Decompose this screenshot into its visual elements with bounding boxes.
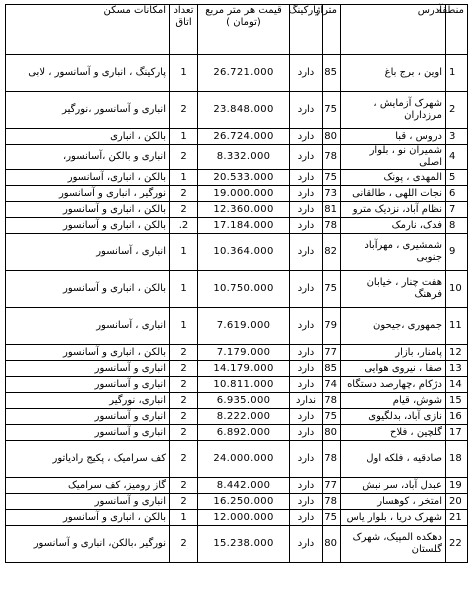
row-meter: 74 [323,377,341,393]
row-meter: 78 [323,393,341,409]
row-meter: 80 [323,526,341,563]
row-address: صادقیه ، فلکه اول [341,441,446,478]
table-row [6,55,468,92]
row-region: 8 [446,218,468,234]
row-rooms: 2 [170,377,198,393]
row-parking: دارد [290,202,323,218]
row-address: نجات اللهی ، طالقانی [341,186,446,202]
row-region: 22 [446,526,468,563]
row-region: 12 [446,345,468,361]
row-region: 21 [446,510,468,526]
row-rooms: 2 [170,425,198,441]
row-region: 16 [446,409,468,425]
row-rooms: 2 [170,409,198,425]
row-address: هفت چنار ، خیابان فرهنگ [341,271,446,308]
row-address: پامنار، بازار [341,345,446,361]
row-amenities: انباری و آسانسور [6,425,170,441]
row-parking: دارد [290,271,323,308]
row-price: 20.533.000 [198,170,290,186]
table-row [6,186,468,202]
row-address: فدک، نارمک [341,218,446,234]
row-amenities: انباری و آسانسور ،نورگیر [6,92,170,129]
row-meter: 75 [323,271,341,308]
row-address: نظام آباد، نزدیک مترو [341,202,446,218]
row-region: 10 [446,271,468,308]
row-meter: 85 [323,361,341,377]
row-parking: دارد [290,478,323,494]
row-region: 1 [446,55,468,92]
row-rooms: 2. [170,218,198,234]
row-parking: ندارد [290,393,323,409]
row-rooms: 1 [170,271,198,308]
table-row [6,425,468,441]
header-row [6,5,468,55]
table-row [6,218,468,234]
header-amenities: امکانات مسکن [6,5,170,55]
row-meter: 78 [323,218,341,234]
row-parking: دارد [290,234,323,271]
row-rooms: 1 [170,170,198,186]
row-rooms: 1 [170,55,198,92]
row-region: 17 [446,425,468,441]
header-meter: متراژ [323,5,341,55]
row-address: دروس ، قبا [341,129,446,145]
row-price: 8.332.000 [198,145,290,170]
row-price: 6.892.000 [198,425,290,441]
row-price: 14.179.000 [198,361,290,377]
row-amenities: نورگیر ،بالکن، انباری و آسانسور [6,526,170,563]
row-rooms: 1 [170,129,198,145]
row-region: 19 [446,478,468,494]
row-meter: 81 [323,202,341,218]
row-rooms: 1 [170,510,198,526]
header-parking: پارکینگ [290,5,323,55]
row-address: عبدل آباد، سر نبش [341,478,446,494]
table-row [6,510,468,526]
row-parking: دارد [290,361,323,377]
row-price: 8.222.000 [198,409,290,425]
row-region: 4 [446,145,468,170]
row-address: المهدی ، پونک [341,170,446,186]
row-rooms: 1 [170,308,198,345]
row-parking: دارد [290,526,323,563]
row-address: امتخر ، کوهسار [341,494,446,510]
table-row [6,271,468,308]
row-region: 15 [446,393,468,409]
row-address: گلچین ، فلاح [341,425,446,441]
row-region: 11 [446,308,468,345]
table-row [6,441,468,478]
row-parking: دارد [290,494,323,510]
row-price: 17.184.000 [198,218,290,234]
row-amenities: انباری و بالکن ،آسانسور، [6,145,170,170]
row-rooms: 2 [170,361,198,377]
row-meter: 77 [323,345,341,361]
row-region: 13 [446,361,468,377]
row-amenities: پارکینگ ، انباری و آسانسور ، لابی [6,55,170,92]
row-amenities: بالکن ، انباری و آسانسور [6,510,170,526]
row-region: 6 [446,186,468,202]
row-region: 5 [446,170,468,186]
row-rooms: 2 [170,92,198,129]
row-parking: دارد [290,129,323,145]
row-rooms: 1 [170,234,198,271]
row-region: 14 [446,377,468,393]
row-parking: دارد [290,218,323,234]
row-parking: دارد [290,145,323,170]
table-row [6,377,468,393]
row-amenities: گاز رومیز، کف سرامیک [6,478,170,494]
row-address: صفا ، نیروی هوایی [341,361,446,377]
row-price: 7.619.000 [198,308,290,345]
row-rooms: 2 [170,526,198,563]
row-address: دژکام ،چهارصد دستگاه [341,377,446,393]
table-row [6,202,468,218]
row-meter: 75 [323,409,341,425]
header-rooms: تعداد اتاق [170,5,198,55]
row-amenities: بالکن ، انباری، آسانسور [6,170,170,186]
table-row [6,393,468,409]
row-parking: دارد [290,308,323,345]
row-rooms: 2 [170,441,198,478]
row-price: 8.442.000 [198,478,290,494]
row-price: 10.811.000 [198,377,290,393]
row-rooms: 2 [170,494,198,510]
row-amenities: بالکن ، انباری و آسانسور [6,202,170,218]
row-meter: 79 [323,308,341,345]
row-amenities: بالکن ، انباری و آسانسور [6,345,170,361]
row-rooms: 2 [170,478,198,494]
header-region: منطقه [446,5,468,55]
table-row [6,145,468,170]
header-address: آدرس [341,5,446,55]
housing-table [5,4,468,563]
row-price: 23.848.000 [198,92,290,129]
row-meter: 78 [323,145,341,170]
row-region: 7 [446,202,468,218]
row-address: شوش، قیام [341,393,446,409]
row-rooms: 2 [170,186,198,202]
row-rooms: 2 [170,393,198,409]
row-parking: دارد [290,377,323,393]
row-region: 2 [446,92,468,129]
row-region: 18 [446,441,468,478]
row-meter: 75 [323,510,341,526]
table-row [6,234,468,271]
row-price: 24.000.000 [198,441,290,478]
row-meter: 78 [323,494,341,510]
row-price: 10.750.000 [198,271,290,308]
row-meter: 75 [323,92,341,129]
row-address: شهرک آزمایش ، مرزداران [341,92,446,129]
table-row [6,129,468,145]
row-amenities: انباری و آسانسور [6,361,170,377]
row-rooms: 2 [170,202,198,218]
row-parking: دارد [290,170,323,186]
row-price: 19.000.000 [198,186,290,202]
row-address: شهرک دریا ، بلوار یاس [341,510,446,526]
table-row [6,478,468,494]
row-amenities: کف سرامیک ، پکیج رادیاتور [6,441,170,478]
row-price: 7.179.000 [198,345,290,361]
table-row [6,361,468,377]
table-row [6,92,468,129]
row-parking: دارد [290,441,323,478]
row-meter: 77 [323,478,341,494]
row-parking: دارد [290,510,323,526]
row-amenities: انباری ، آسانسور [6,308,170,345]
row-address: جمهوری ،جیحون [341,308,446,345]
row-parking: دارد [290,409,323,425]
row-price: 12.000.000 [198,510,290,526]
row-address: دهکده المپیک، شهرک گلستان [341,526,446,563]
row-meter: 85 [323,55,341,92]
row-parking: دارد [290,55,323,92]
row-parking: دارد [290,425,323,441]
table-row [6,409,468,425]
row-price: 12.360.000 [198,202,290,218]
row-parking: دارد [290,92,323,129]
row-region: 3 [446,129,468,145]
row-address: شمیران نو ، بلوار اصلی [341,145,446,170]
row-amenities: نورگیر ، انباری و آسانسور [6,186,170,202]
row-amenities: انباری و آسانسور [6,377,170,393]
row-meter: 73 [323,186,341,202]
row-rooms: 2 [170,145,198,170]
row-address: نازی آباد، بدلگیوی [341,409,446,425]
row-amenities: انباری و آسانسور [6,494,170,510]
row-amenities: بالکن ، انباری [6,129,170,145]
row-meter: 80 [323,425,341,441]
row-amenities: بالکن ، انباری و آسانسور [6,271,170,308]
row-region: 20 [446,494,468,510]
table-row [6,170,468,186]
row-meter: 80 [323,129,341,145]
row-meter: 78 [323,441,341,478]
row-parking: دارد [290,345,323,361]
row-amenities: انباری ، آسانسور [6,234,170,271]
table-row [6,345,468,361]
header-price: قیمت هر متر مربع (تومان ) [198,5,290,55]
table-row [6,494,468,510]
row-amenities: بالکن ، انباری و آسانسور [6,218,170,234]
row-parking: دارد [290,186,323,202]
row-price: 15.238.000 [198,526,290,563]
row-amenities: انباری، نورگیر [6,393,170,409]
row-price: 10.364.000 [198,234,290,271]
row-address: شمشیری ، مهرآباد جنوبی [341,234,446,271]
row-price: 16.250.000 [198,494,290,510]
row-meter: 82 [323,234,341,271]
row-meter: 75 [323,170,341,186]
row-price: 26.724.000 [198,129,290,145]
row-address: اوین ، برج باغ [341,55,446,92]
row-region: 9 [446,234,468,271]
table-row [6,308,468,345]
row-amenities: انباری و آسانسور [6,409,170,425]
row-price: 26.721.000 [198,55,290,92]
row-rooms: 2 [170,345,198,361]
table-row [6,526,468,563]
table-body [6,55,468,563]
row-price: 6.935.000 [198,393,290,409]
